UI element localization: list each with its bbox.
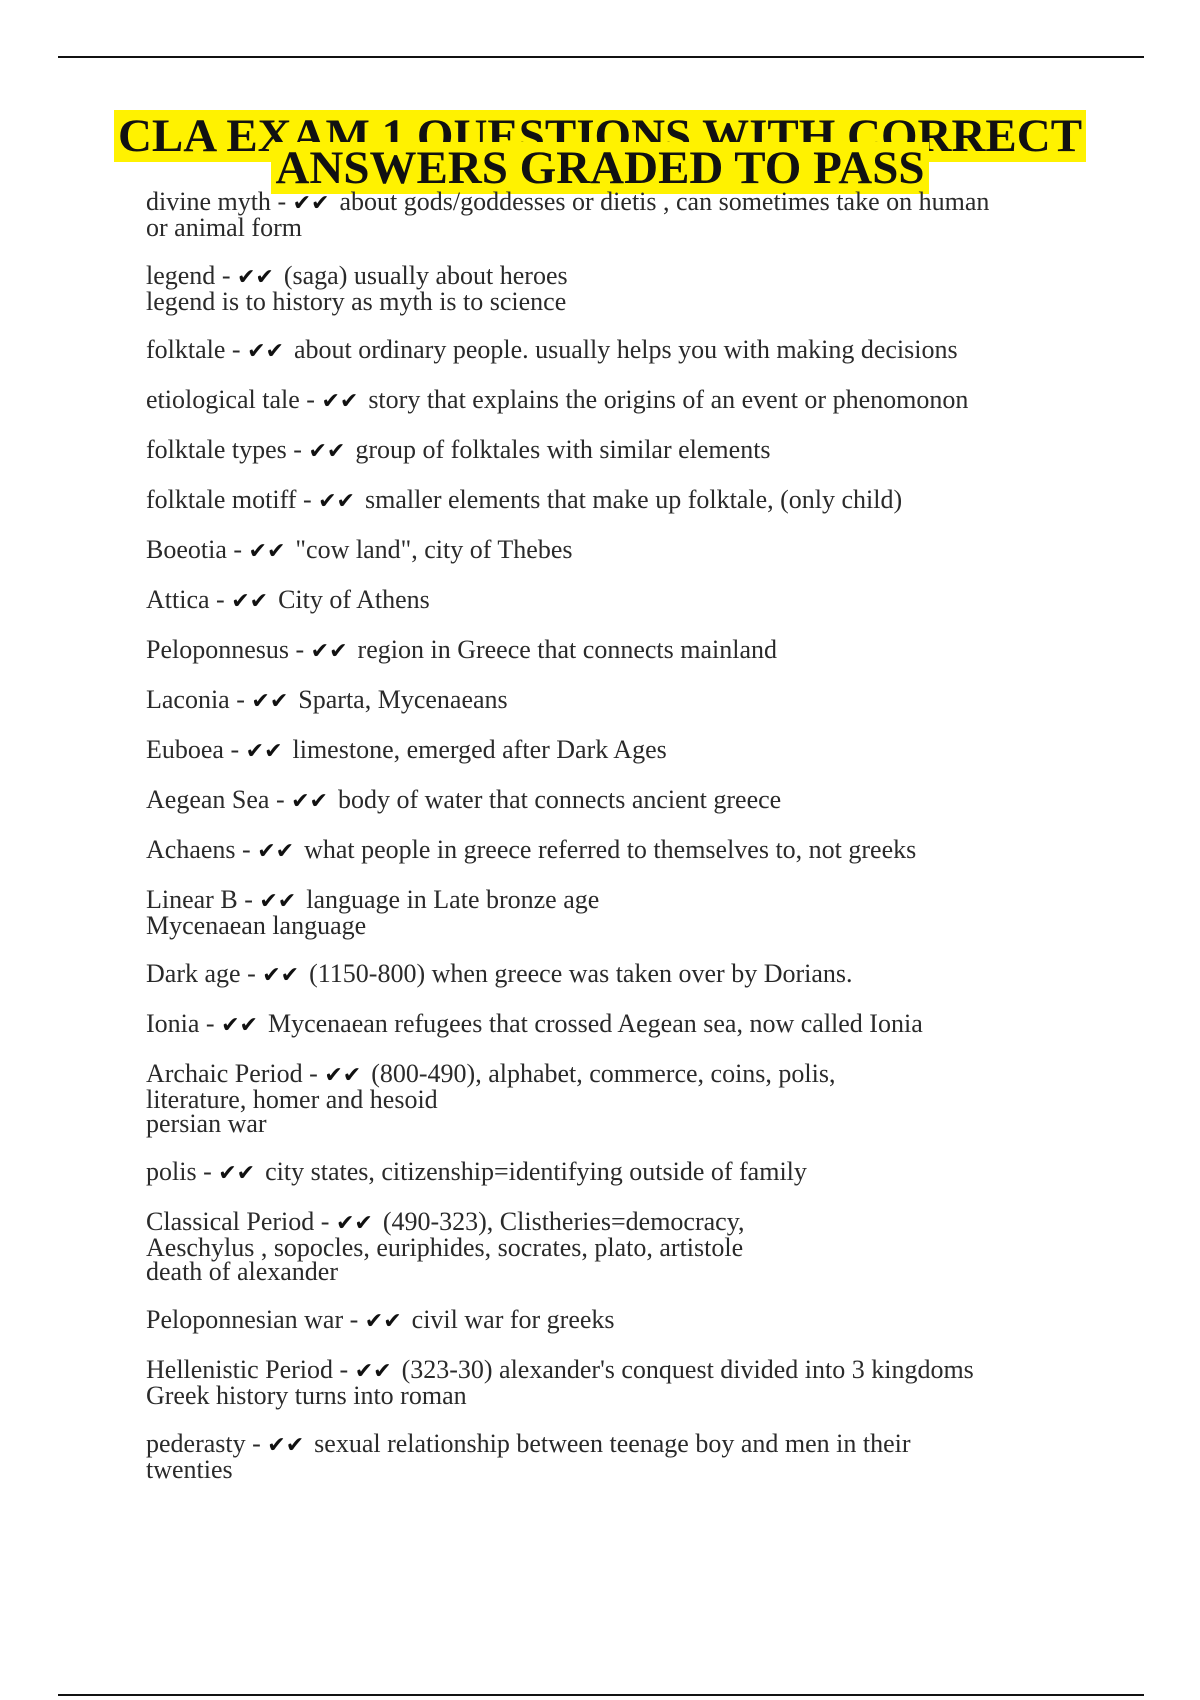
entry-definition: region in Greece that connects mainland (357, 635, 777, 664)
check-mark-icon: ✔✔ (248, 539, 286, 564)
check-mark-icon: ✔✔ (257, 839, 295, 864)
check-mark-icon: ✔✔ (335, 1211, 373, 1236)
list-item (146, 885, 1086, 940)
check-mark-icon: ✔✔ (218, 1161, 256, 1186)
entry-separator: - (314, 1207, 336, 1236)
list-item (146, 1059, 1086, 1138)
entry-term: etiological tale (146, 385, 300, 414)
entry-term: Laconia (146, 685, 230, 714)
entry-separator: - (296, 485, 319, 514)
entry-separator: - (229, 685, 252, 714)
entry-separator: - (299, 385, 322, 414)
entry-term: folktale (146, 335, 226, 364)
entry-separator: - (269, 785, 292, 814)
list-item (146, 585, 1086, 614)
entry-continuation-line: Aeschylus , sopocles, euriphides, socrates, plato, artistole (146, 1233, 744, 1262)
entry-continuation-line: death of alexander (146, 1257, 339, 1286)
entry-definition: about gods/goddesses or dietis , can sometimes take on human (339, 187, 990, 216)
bottom-rule (58, 1694, 1144, 1696)
entry-list (146, 187, 1086, 1506)
entry-definition: body of water that connects ancient greece (337, 785, 782, 814)
entry-first-line (146, 485, 1086, 514)
entry-first-line (146, 335, 1086, 364)
title-block (60, 110, 1140, 194)
entry-term: Hellenistic Period (146, 1355, 334, 1384)
entry-separator: - (226, 535, 249, 564)
entry-continuation-line: Mycenaean language (146, 911, 367, 940)
list-item (146, 785, 1086, 814)
entry-definition: city states, citizenship=identifying outside of family (265, 1157, 807, 1186)
entry-definition: City of Athens (278, 585, 430, 614)
entry-definition: language in Late bronze age (306, 885, 600, 914)
entry-continuation-line: Greek history turns into roman (146, 1381, 467, 1410)
entry-first-line (146, 1429, 1086, 1458)
entry-term: Achaens (146, 835, 236, 864)
entry-term: pederasty (146, 1429, 246, 1458)
list-item (146, 261, 1086, 316)
list-item (146, 435, 1086, 464)
check-mark-icon: ✔✔ (221, 1013, 258, 1038)
list-item (146, 1429, 1086, 1484)
entry-separator: - (237, 885, 260, 914)
list-item (146, 685, 1086, 714)
entry-definition: "cow land", city of Thebes (295, 535, 573, 564)
entry-definition: (490-323), Clistheries=democracy, (382, 1207, 745, 1236)
entry-separator: - (215, 261, 237, 290)
entry-separator: - (343, 1305, 365, 1334)
check-mark-icon: ✔✔ (231, 589, 269, 614)
entry-separator: - (223, 735, 246, 764)
entry-separator: - (199, 1009, 222, 1038)
list-item (146, 1009, 1086, 1038)
check-mark-icon: ✔✔ (364, 1309, 402, 1334)
list-item (146, 485, 1086, 514)
entry-separator: - (289, 635, 311, 664)
entry-first-line (146, 635, 1086, 664)
entry-continuation-line: literature, homer and hesoid (146, 1085, 438, 1114)
entry-definition: smaller elements that make up folktale, (only child) (364, 485, 903, 514)
entry-definition: Mycenaean refugees that crossed Aegean sea, now called Ionia (267, 1009, 923, 1038)
entry-separator: - (240, 959, 263, 988)
entry-definition: limestone, emerged after Dark Ages (292, 735, 667, 764)
entry-definition: Sparta, Mycenaeans (298, 685, 508, 714)
check-mark-icon: ✔✔ (324, 1063, 362, 1088)
entry-term: legend (146, 261, 216, 290)
list-item (146, 187, 1086, 242)
entry-term: Classical Period (146, 1207, 315, 1236)
check-mark-icon: ✔✔ (267, 1433, 305, 1458)
entry-term: divine myth (146, 187, 271, 216)
check-mark-icon: ✔✔ (292, 191, 330, 216)
entry-separator: - (209, 585, 232, 614)
check-mark-icon: ✔✔ (354, 1359, 392, 1384)
list-item (146, 385, 1086, 414)
check-mark-icon: ✔✔ (321, 389, 359, 414)
entry-first-line (146, 585, 1086, 614)
entry-term: Dark age (146, 959, 241, 988)
entry-definition: sexual relationship between teenage boy and men in their (314, 1429, 911, 1458)
check-mark-icon: ✔✔ (236, 265, 274, 290)
entry-separator: - (225, 335, 248, 364)
list-item (146, 535, 1086, 564)
entry-first-line (146, 835, 1086, 864)
list-item (146, 735, 1086, 764)
entry-term: polis (146, 1157, 197, 1186)
document-title: CLA EXAM 1 QUESTIONS WITH CORRECT ANSWERS GRADED TO PASS (114, 110, 1086, 194)
entry-term: Linear B (146, 885, 238, 914)
entry-continuation-line: twenties (146, 1455, 233, 1484)
entry-separator: - (333, 1355, 355, 1384)
entry-separator: - (302, 1059, 325, 1088)
list-item (146, 1157, 1086, 1186)
entry-first-line (146, 535, 1086, 564)
entry-first-line (146, 385, 1086, 414)
entry-term: Peloponnesus (146, 635, 289, 664)
entry-separator: - (235, 835, 258, 864)
entry-definition: (saga) usually about heroes (283, 261, 568, 290)
list-item (146, 635, 1086, 664)
check-mark-icon: ✔✔ (310, 639, 348, 664)
entry-term: Aegean Sea (146, 785, 270, 814)
check-mark-icon: ✔✔ (318, 489, 355, 514)
entry-first-line (146, 685, 1086, 714)
entry-first-line (146, 1009, 1086, 1038)
list-item (146, 1305, 1086, 1334)
check-mark-icon: ✔✔ (247, 339, 284, 364)
entry-term: folktale motiff (146, 485, 297, 514)
entry-first-line (146, 435, 1086, 464)
entry-first-line (146, 959, 1086, 988)
top-rule (58, 56, 1144, 58)
entry-definition: about ordinary people. usually helps you with making decisions (293, 335, 958, 364)
check-mark-icon: ✔✔ (259, 889, 297, 914)
entry-definition: what people in greece referred to themselves to, not greeks (304, 835, 917, 864)
entry-continuation-line: persian war (146, 1109, 267, 1138)
entry-definition: (1150-800) when greece was taken over by Dorians. (309, 959, 853, 988)
entry-definition: group of folktales with similar elements (355, 435, 771, 464)
check-mark-icon: ✔✔ (308, 439, 346, 464)
entry-term: Ionia (146, 1009, 200, 1038)
entry-term: Euboea (146, 735, 224, 764)
entry-separator: - (245, 1429, 268, 1458)
list-item (146, 335, 1086, 364)
entry-first-line (146, 785, 1086, 814)
list-item (146, 1355, 1086, 1410)
entry-separator: - (270, 187, 293, 216)
entry-definition: (800-490), alphabet, commerce, coins, polis, (371, 1059, 836, 1088)
list-item (146, 1207, 1086, 1286)
entry-definition: civil war for greeks (411, 1305, 615, 1334)
entry-continuation-line: legend is to history as myth is to science (146, 287, 567, 316)
list-item (146, 835, 1086, 864)
entry-first-line (146, 1305, 1086, 1334)
check-mark-icon: ✔✔ (245, 739, 283, 764)
entry-term: Boeotia (146, 535, 227, 564)
entry-definition: story that explains the origins of an event or phenomonon (368, 385, 969, 414)
entry-term: Peloponnesian war (146, 1305, 344, 1334)
entry-separator: - (196, 1157, 219, 1186)
check-mark-icon: ✔✔ (262, 963, 300, 988)
list-item (146, 959, 1086, 988)
entry-term: Attica (146, 585, 210, 614)
entry-first-line (146, 1157, 1086, 1186)
entry-first-line (146, 735, 1086, 764)
entry-term: Archaic Period (146, 1059, 303, 1088)
entry-continuation-line: or animal form (146, 213, 302, 242)
entry-term: folktale types (146, 435, 287, 464)
check-mark-icon: ✔✔ (251, 689, 289, 714)
check-mark-icon: ✔✔ (291, 789, 328, 814)
entry-separator: - (286, 435, 309, 464)
entry-definition: (323-30) alexander's conquest divided into 3 kingdoms (401, 1355, 974, 1384)
